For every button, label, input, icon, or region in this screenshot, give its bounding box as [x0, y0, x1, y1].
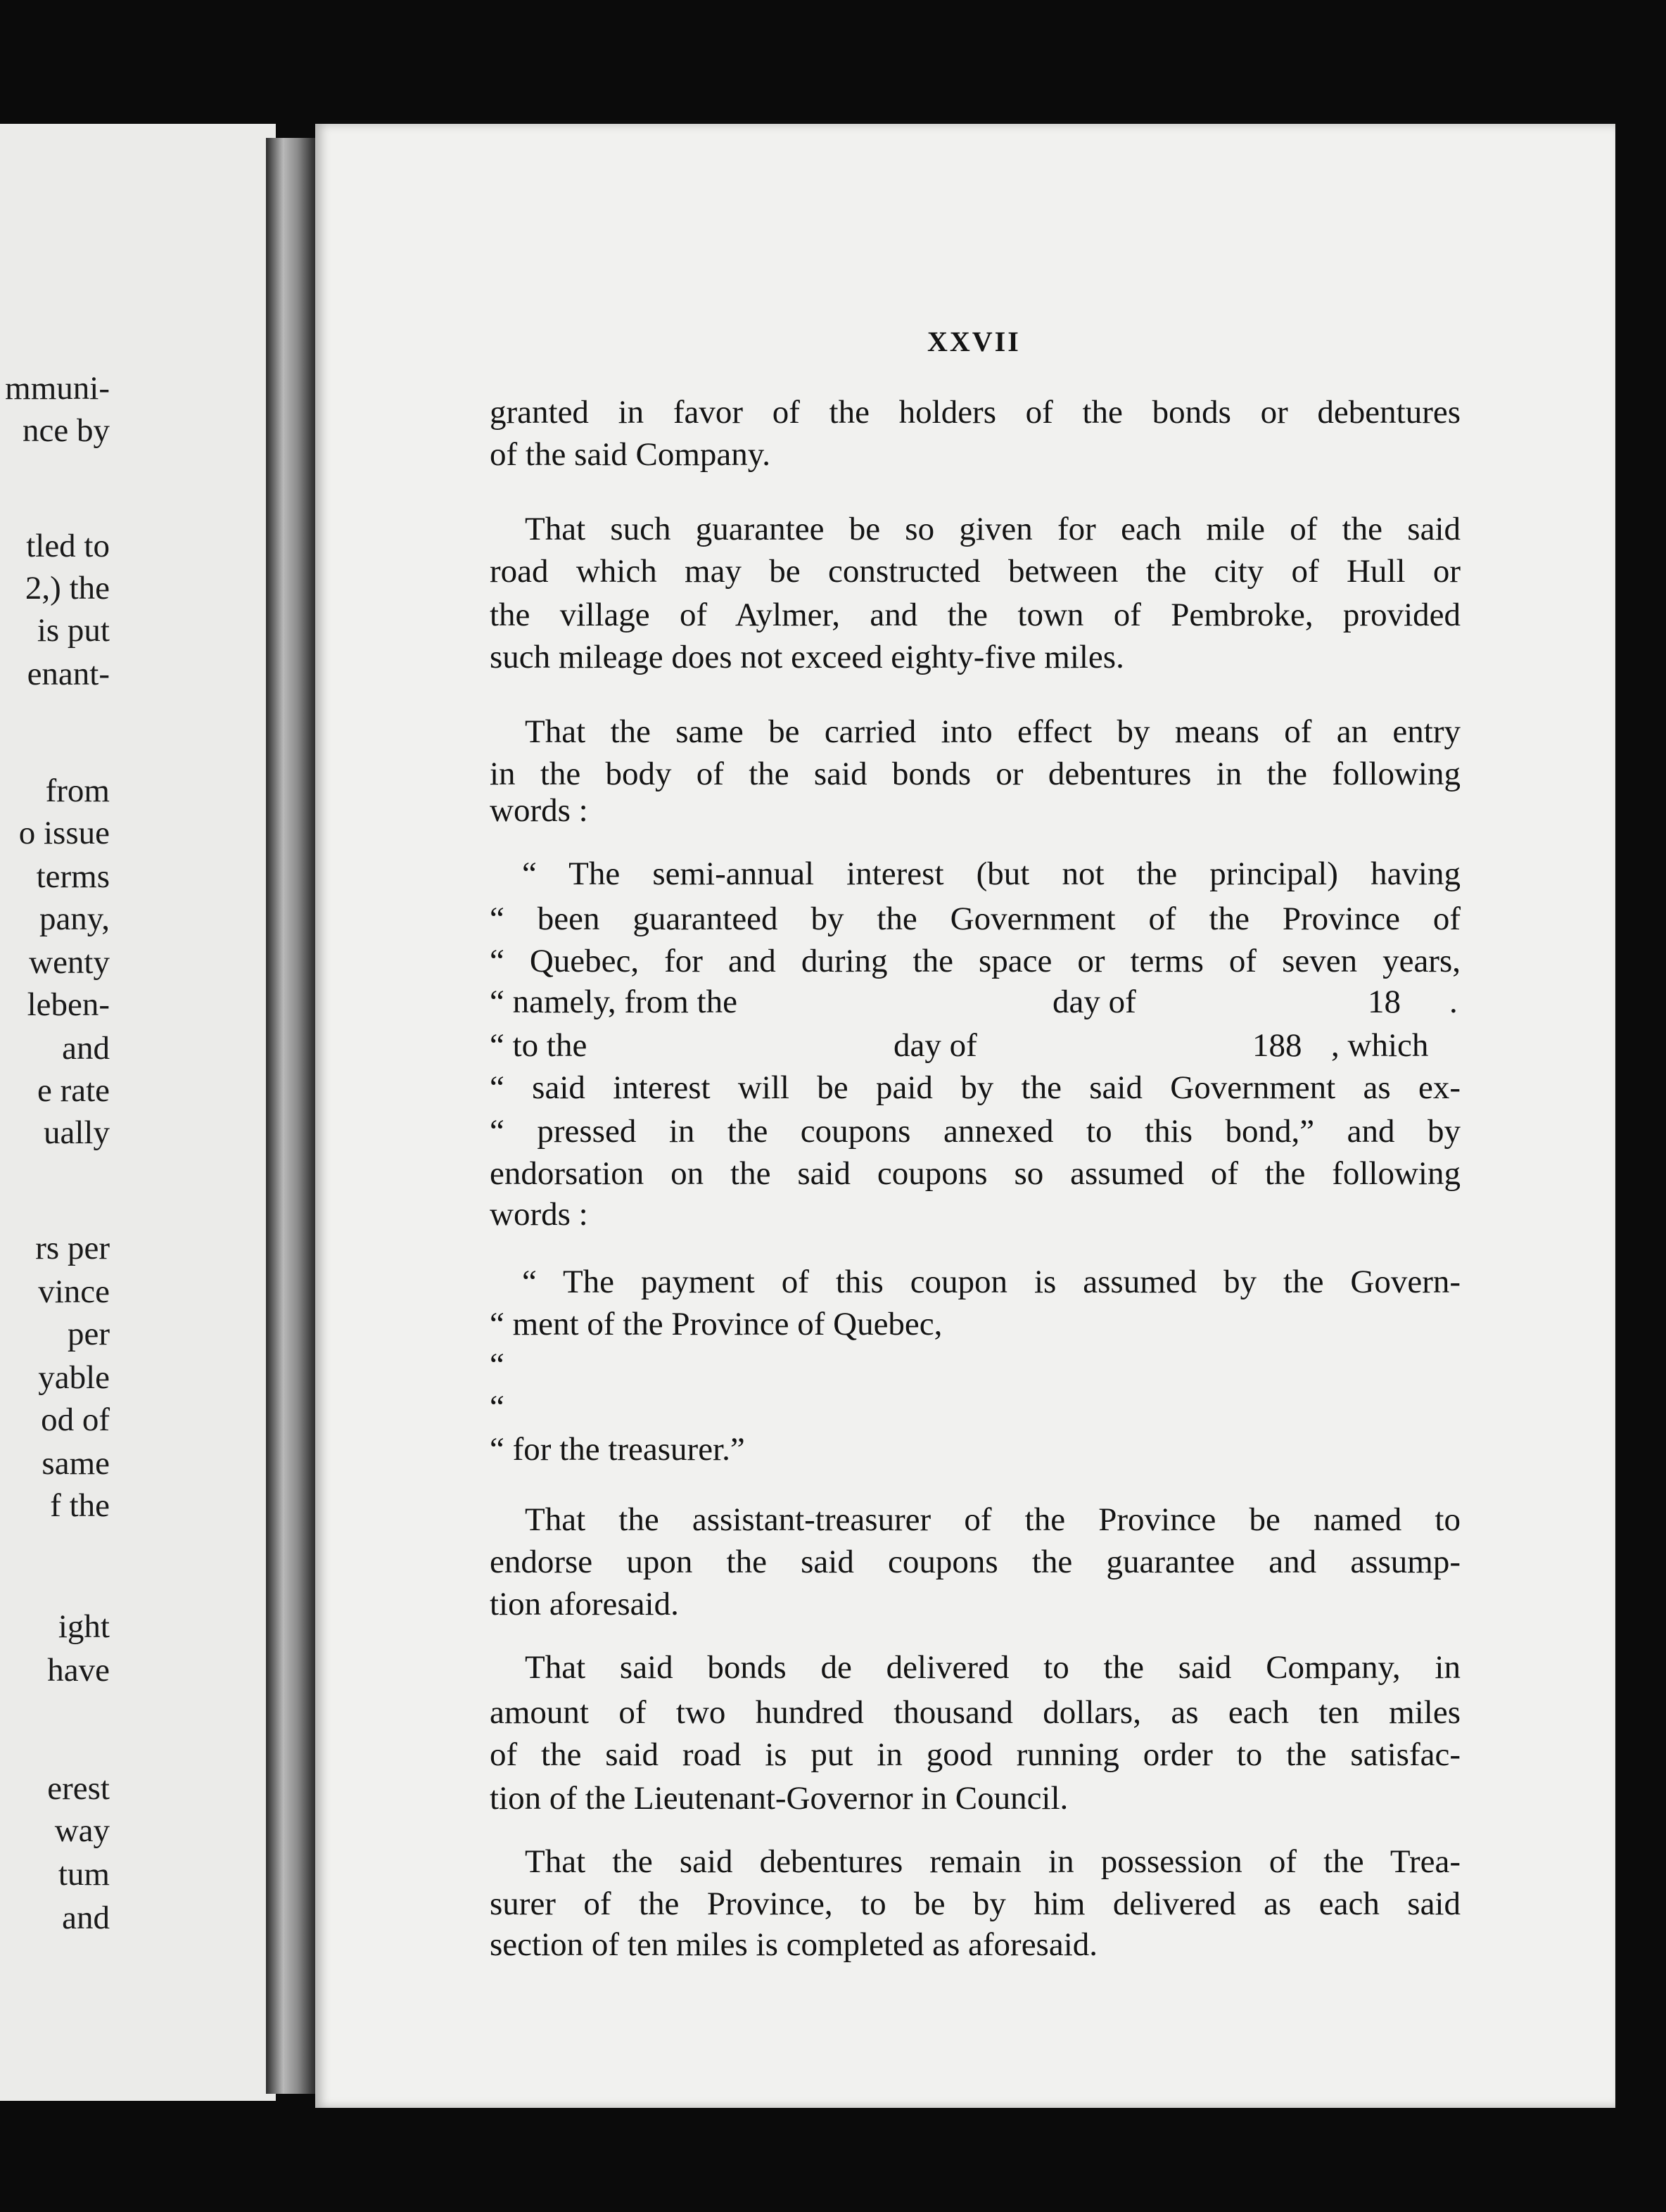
left-fragment: from	[45, 773, 110, 809]
text-line: “	[490, 1347, 504, 1383]
text-line: the village of Aylmer, and the town of Pembroke, provided	[490, 597, 1461, 633]
left-fragment: yable	[38, 1359, 110, 1396]
left-fragment: vince	[38, 1273, 110, 1310]
text-line: That the assistant-treasurer of the Province be named to	[525, 1501, 1461, 1538]
text-line: words :	[490, 792, 588, 829]
left-fragment: mmuni-	[5, 370, 110, 407]
text-line: section of ten miles is completed as aforesaid.	[490, 1926, 1098, 1963]
left-page	[0, 124, 276, 2101]
text-line: such mileage does not exceed eighty-five miles.	[490, 639, 1124, 675]
text-line: granted in favor of the holders of the bonds or debentures	[490, 394, 1461, 431]
text-line: words :	[490, 1196, 588, 1233]
text-line: surer of the Province, to be by him delivered as each said	[490, 1886, 1461, 1922]
left-fragment: have	[47, 1652, 110, 1689]
text-line: That such guarantee be so given for each mile of the said	[525, 511, 1461, 547]
left-fragment: tled to	[26, 528, 110, 564]
left-fragment: leben-	[27, 986, 110, 1023]
text-line: , which	[1331, 1027, 1429, 1064]
text-line: “ namely, from the	[490, 984, 737, 1020]
text-line: “ pressed in the coupons annexed to this bond,” and by	[490, 1113, 1461, 1150]
text-line: “ to the	[490, 1027, 587, 1064]
text-line: “ The semi-annual interest (but not the principal) having	[522, 856, 1461, 892]
text-line: amount of two hundred thousand dollars, as each ten miles	[490, 1694, 1461, 1731]
left-fragment: rs per	[35, 1230, 110, 1266]
left-fragment: and	[62, 1030, 110, 1067]
left-fragment: ight	[58, 1608, 110, 1645]
left-fragment: ually	[44, 1114, 110, 1151]
left-fragment: erest	[47, 1770, 110, 1807]
left-fragment: nce by	[23, 412, 110, 449]
text-line: “ been guaranteed by the Government of the Province of	[490, 901, 1461, 937]
text-line: endorse upon the said coupons the guarantee and assump-	[490, 1544, 1461, 1580]
text-line: of the said road is put in good running order to the satisfac-	[490, 1736, 1461, 1773]
left-fragment: tum	[58, 1856, 110, 1893]
left-fragment: and	[62, 1900, 110, 1936]
text-line: “ The payment of this coupon is assumed by the Govern-	[522, 1264, 1461, 1300]
left-fragment: terms	[36, 858, 110, 895]
left-fragment: per	[67, 1316, 110, 1352]
left-fragment: od of	[41, 1401, 110, 1438]
text-line: That said bonds de delivered to the said Company, in	[525, 1649, 1461, 1686]
left-fragment: enant-	[27, 656, 110, 692]
text-line: That the said debentures remain in possession of the Trea-	[525, 1843, 1461, 1880]
left-fragment: pany,	[39, 901, 110, 937]
text-line: tion aforesaid.	[490, 1586, 679, 1622]
text-line: of the said Company.	[490, 436, 770, 473]
left-fragment: way	[54, 1812, 110, 1849]
text-line: tion of the Lieutenant-Governor in Council.	[490, 1780, 1069, 1817]
text-line: “ Quebec, for and during the space or terms of seven years,	[490, 943, 1461, 979]
text-line: day of	[894, 1027, 977, 1064]
left-fragment: wenty	[29, 944, 110, 981]
text-line: 18	[1368, 984, 1401, 1020]
page-number: XXVII	[927, 326, 1021, 357]
text-line: “ for the treasurer.”	[490, 1431, 745, 1468]
text-line: “ said interest will be paid by the said Government as ex-	[490, 1069, 1461, 1106]
left-fragment: 2,) the	[25, 570, 110, 606]
left-fragment: e rate	[37, 1072, 110, 1109]
left-fragment: is put	[37, 612, 110, 649]
text-line: day of	[1053, 984, 1136, 1020]
text-line: That the same be carried into effect by means of an entry	[525, 713, 1461, 750]
left-fragment: f the	[50, 1487, 110, 1524]
left-fragment: o issue	[18, 815, 110, 851]
text-line: in the body of the said bonds or debentures in the following	[490, 756, 1461, 792]
text-line: “ ment of the Province of Quebec,	[490, 1306, 943, 1342]
text-line: road which may be constructed between the city of Hull or	[490, 553, 1461, 590]
text-line: .	[1449, 984, 1458, 1020]
text-line: “	[490, 1389, 504, 1425]
text-line: endorsation on the said coupons so assumed of the following	[490, 1155, 1461, 1192]
text-line: 188	[1252, 1027, 1302, 1064]
left-fragment: same	[42, 1445, 110, 1482]
